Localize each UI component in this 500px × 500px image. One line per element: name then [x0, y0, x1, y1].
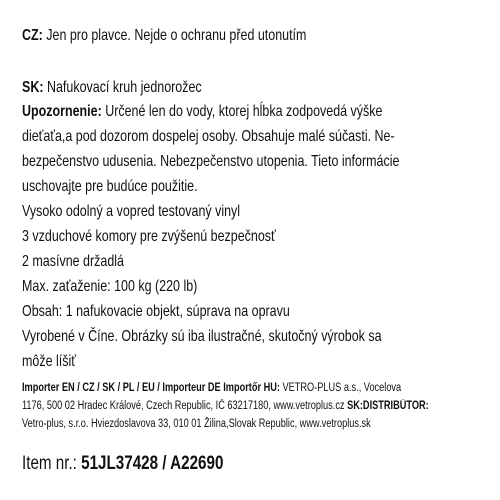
sk-line-8: Obsah: 1 nafukovacie objekt, súprava na opravu — [22, 303, 290, 320]
cz-line — [22, 23, 306, 48]
distributor-address: Vetro-plus, s.r.o. Hviezdoslavova 33, 010 01 Žilina,Slovak Republic, www.vetroplus.sk — [22, 418, 371, 430]
sk-line-1: dieťaťa,a pod dozorom dospelej osoby. Obsahuje malé súčasti. Ne- — [22, 128, 395, 145]
item-label: Item nr.: — [22, 453, 82, 474]
importer-address: 1176, 500 02 Hradec Králové, Czech Republic, IČ 63217180, www.vetroplus.cz — [22, 400, 348, 412]
importer-company: VETRO-PLUS a.s., Vocelova — [282, 382, 402, 394]
item-number-line — [22, 452, 223, 476]
sk-line-6: 2 masívne držadlá — [22, 253, 124, 270]
sk-line-5: 3 vzduchové komory pre zvýšenú bezpečnosť — [22, 228, 276, 245]
sk-text: Nafukovací kruh jednorožec — [43, 79, 202, 96]
importer-line-1 — [22, 380, 401, 397]
sk-line-2: bezpečenstvo udusenia. Nebezpečenstvo utopenia. Tieto informácie — [22, 153, 400, 170]
distributor-label: SK:DISTRIBÚTOR: — [347, 400, 429, 412]
sk-line-3: uschovajte pre budúce použitie. — [22, 178, 198, 195]
warning-text: Určené len do vody, ktorej hĺbka zodpovedá výške — [101, 103, 383, 120]
importer-line-3 — [22, 416, 371, 433]
item-value: 51JL37428 / A22690 — [81, 453, 224, 474]
cz-label: CZ: — [22, 27, 43, 44]
sk-title-line — [22, 75, 202, 100]
sk-line-7: Max. zaťaženie: 100 kg (220 lb) — [22, 278, 198, 295]
sk-warning-line — [22, 99, 382, 124]
warning-label: Upozornenie: — [22, 103, 102, 120]
importer-line-2 — [22, 398, 429, 415]
sk-line-4: Vysoko odolný a vopred testovaný vinyl — [22, 203, 241, 220]
importer-label: Importer EN / CZ / SK / PL / EU / Importeur DE Importőr HU: — [22, 382, 283, 394]
sk-line-9: Vyrobené v Číne. Obrázky sú iba ilustračné, skutočný výrobok sa — [22, 328, 382, 345]
sk-label: SK: — [22, 79, 44, 96]
cz-text: Jen pro plavce. Nejde o ochranu před utonutím — [42, 27, 307, 44]
sk-line-10: môže líšiť — [22, 353, 76, 370]
